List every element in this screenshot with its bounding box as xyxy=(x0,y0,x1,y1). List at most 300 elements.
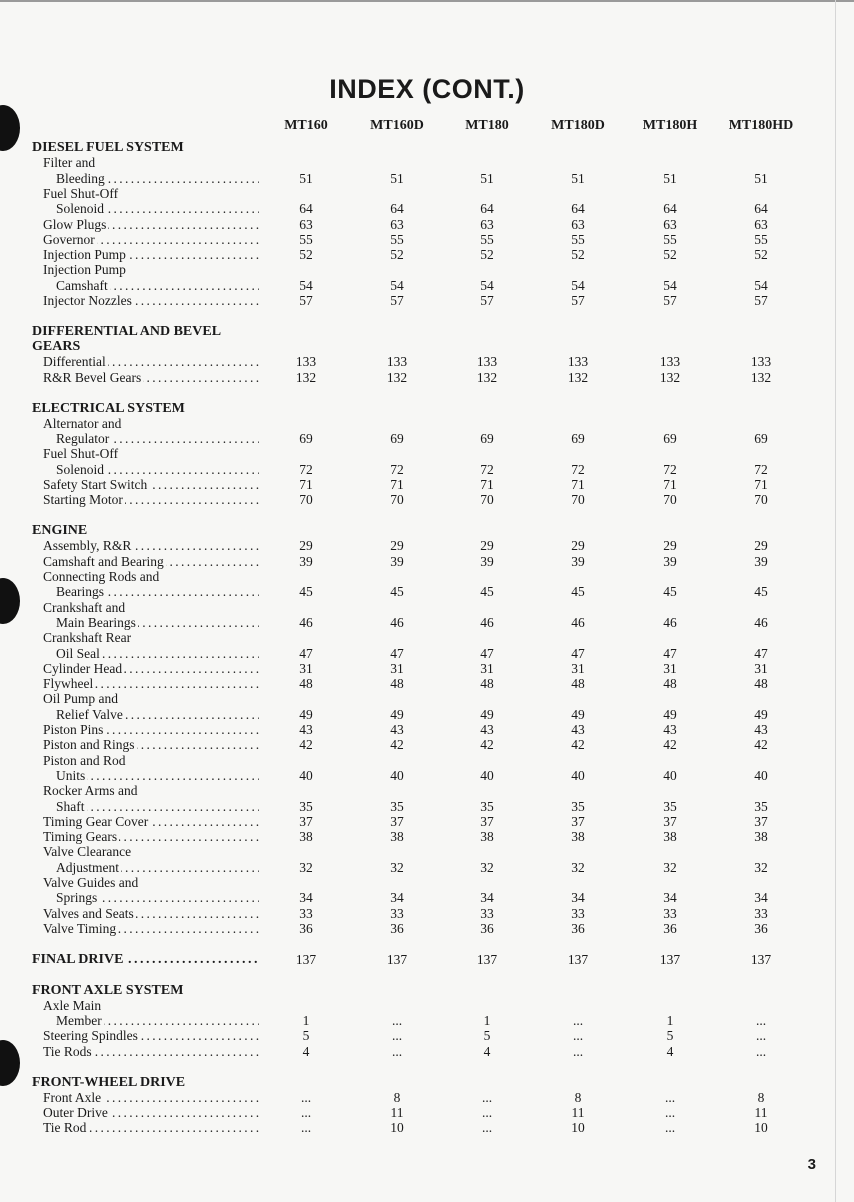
page-ref: 49 xyxy=(480,706,494,722)
page-ref: 132 xyxy=(386,369,408,385)
entry-label: Oil Seal xyxy=(56,645,100,661)
page-ref: 42 xyxy=(480,737,494,753)
index-entry xyxy=(0,737,854,752)
page-ref: 31 xyxy=(571,660,585,676)
column-header: MT180HD xyxy=(728,118,794,133)
index-entry xyxy=(0,906,854,921)
page-ref: 32 xyxy=(754,859,768,875)
page-ref: 71 xyxy=(390,477,404,492)
section-heading xyxy=(0,523,854,538)
page-ref: 69 xyxy=(663,431,677,447)
page-ref: 39 xyxy=(480,553,494,569)
page-ref: 133 xyxy=(750,354,772,370)
page-ref: 36 xyxy=(390,920,404,936)
page-ref: 48 xyxy=(571,676,585,692)
page-number: 3 xyxy=(807,1156,816,1173)
entry-label: Tie Rods xyxy=(43,1043,92,1059)
page-ref: ... xyxy=(391,1028,403,1044)
page-ref: 57 xyxy=(754,293,768,308)
page-ref: 133 xyxy=(567,354,589,370)
entry-label: Valve Timing xyxy=(43,920,117,936)
page-ref: 39 xyxy=(663,553,677,569)
page-ref: 70 xyxy=(663,492,677,508)
page-ref: 39 xyxy=(571,553,585,569)
page-ref: 49 xyxy=(571,706,585,722)
section-title: ENGINE xyxy=(32,523,88,539)
page-ref: 31 xyxy=(390,660,404,676)
page-ref: 52 xyxy=(299,247,313,263)
section-title: DIFFERENTIAL AND BEVEL xyxy=(32,323,222,339)
page-ref: ... xyxy=(300,1105,312,1121)
entry-label: Regulator xyxy=(56,431,110,447)
page-ref: 72 xyxy=(480,461,494,477)
column-header: MT160D xyxy=(370,118,424,133)
page-ref: 55 xyxy=(663,231,677,247)
entry-label: Camshaft and Bearing xyxy=(43,553,164,569)
page-ref: 37 xyxy=(299,813,313,829)
page-ref: 133 xyxy=(386,354,408,370)
entry-label: Units xyxy=(56,767,86,783)
page-ref: 133 xyxy=(476,354,498,370)
entry-label: Alternator and xyxy=(43,415,122,431)
page-ref: 35 xyxy=(571,798,585,814)
page-ref: 51 xyxy=(299,170,313,186)
column-header: MT180H xyxy=(642,118,698,133)
page-ref: 11 xyxy=(390,1105,404,1121)
page-ref: 70 xyxy=(299,492,313,508)
entry-label: Fuel Shut-Off xyxy=(43,446,119,462)
section-heading xyxy=(0,1075,854,1090)
entry-label: Valve Clearance xyxy=(43,844,132,860)
column-header: MT160 xyxy=(284,118,328,133)
page-ref: 52 xyxy=(390,247,404,263)
page-ref: 57 xyxy=(571,293,585,308)
page-ref: 52 xyxy=(480,247,494,263)
page-ref: 32 xyxy=(480,859,494,875)
page-ref: 55 xyxy=(571,231,585,247)
index-entry xyxy=(0,890,854,905)
page-ref: ... xyxy=(664,1120,676,1136)
page-ref: 69 xyxy=(480,431,494,447)
entry-label: Crankshaft and xyxy=(43,599,126,615)
page-ref: 51 xyxy=(571,170,585,186)
page-ref: 64 xyxy=(480,201,494,217)
page-ref: 54 xyxy=(390,277,404,293)
page-ref: 137 xyxy=(386,951,408,967)
entry-label: Glow Plugs xyxy=(43,216,107,232)
page-ref: 69 xyxy=(390,431,404,447)
entry-label: Adjustment xyxy=(56,859,119,875)
section-title: ELECTRICAL SYSTEM xyxy=(32,400,185,416)
page-ref: 45 xyxy=(390,584,404,600)
page-ref: ... xyxy=(391,1013,403,1029)
page-ref: ... xyxy=(755,1043,767,1059)
page-ref: 48 xyxy=(663,676,677,692)
page-ref: 37 xyxy=(571,813,585,829)
page-ref: 38 xyxy=(299,829,313,845)
page-ref: 36 xyxy=(754,920,768,936)
index-entry xyxy=(0,722,854,737)
page-ref: 31 xyxy=(299,660,313,676)
page-ref: 52 xyxy=(754,247,768,263)
page-ref: 57 xyxy=(390,293,404,308)
page-ref: 137 xyxy=(750,951,772,967)
page-ref: 33 xyxy=(480,905,494,921)
page-ref: 70 xyxy=(571,492,585,508)
page-title: INDEX (CONT.) xyxy=(329,74,525,104)
page-ref: 46 xyxy=(571,614,585,630)
page-ref: ... xyxy=(755,1013,767,1029)
page-ref: 132 xyxy=(567,369,589,385)
index-entry xyxy=(0,477,854,492)
page-ref: 40 xyxy=(390,767,404,783)
page-ref: 5 xyxy=(302,1028,310,1044)
page-ref: 137 xyxy=(659,951,681,967)
page-ref: 48 xyxy=(480,676,494,692)
index-entry xyxy=(0,186,854,201)
page-ref: 4 xyxy=(483,1043,491,1059)
page-ref: 132 xyxy=(476,369,498,385)
index-entry xyxy=(0,799,854,814)
page-ref: 49 xyxy=(663,706,677,722)
page-ref: 29 xyxy=(571,538,585,554)
page-ref: ... xyxy=(300,1089,312,1105)
page-ref: 10 xyxy=(754,1120,768,1136)
page-ref: 1 xyxy=(483,1013,491,1029)
page-ref: 42 xyxy=(663,737,677,753)
entry-label: Starting Motor xyxy=(43,492,123,508)
page-ref: 64 xyxy=(299,201,313,217)
page-ref: 38 xyxy=(390,829,404,845)
page-ref: 45 xyxy=(299,584,313,600)
index-entry xyxy=(0,1013,854,1028)
page-ref: ... xyxy=(481,1089,493,1105)
page-ref: 34 xyxy=(571,890,585,906)
index-entry xyxy=(0,155,854,170)
entry-label: Steering Spindles xyxy=(43,1028,138,1044)
page-ref: ... xyxy=(664,1105,676,1121)
page-ref: 32 xyxy=(390,859,404,875)
page-ref: 72 xyxy=(571,461,585,477)
entry-label: Flywheel xyxy=(43,676,94,692)
index-entry xyxy=(0,232,854,247)
index-entry xyxy=(0,661,854,676)
index-entry xyxy=(0,768,854,783)
page-ref: ... xyxy=(391,1043,403,1059)
index-entry xyxy=(0,646,854,661)
page-ref: 63 xyxy=(663,216,677,232)
page-ref: 40 xyxy=(299,767,313,783)
page-ref: 43 xyxy=(571,722,585,737)
index-entry xyxy=(0,201,854,216)
page-ref: ... xyxy=(481,1120,493,1136)
page-ref: 63 xyxy=(571,216,585,232)
page-ref: 43 xyxy=(480,722,494,737)
page-ref: 45 xyxy=(754,584,768,600)
entry-label: Main Bearings xyxy=(56,614,136,630)
page-ref: 33 xyxy=(663,905,677,921)
page-ref: ... xyxy=(300,1120,312,1136)
page-ref: 11 xyxy=(754,1105,768,1121)
index-entry xyxy=(0,278,854,293)
page-ref: 54 xyxy=(480,277,494,293)
page-ref: 51 xyxy=(663,170,677,186)
index-entry xyxy=(0,1120,854,1135)
index-entry xyxy=(0,630,854,645)
page-ref: 32 xyxy=(299,859,313,875)
index-entry xyxy=(0,538,854,553)
page-ref: 10 xyxy=(571,1120,585,1136)
page-ref: 71 xyxy=(480,477,494,492)
entry-label: Crankshaft Rear xyxy=(43,630,132,646)
page-ref: 51 xyxy=(754,170,768,186)
page-ref: 55 xyxy=(754,231,768,247)
page-ref: 33 xyxy=(754,905,768,921)
entry-label: Connecting Rods and xyxy=(43,569,160,584)
page-ref: 64 xyxy=(390,201,404,217)
page-ref: 51 xyxy=(390,170,404,186)
section-heading xyxy=(0,952,854,967)
page-ref: 47 xyxy=(299,645,313,661)
page-ref: 69 xyxy=(754,431,768,447)
page-ref: 47 xyxy=(390,645,404,661)
index-entry xyxy=(0,584,854,599)
section-heading xyxy=(0,983,854,998)
page-ref: 45 xyxy=(663,584,677,600)
page-ref: 43 xyxy=(754,722,768,737)
entry-label: Fuel Shut-Off xyxy=(43,185,119,201)
index-entry xyxy=(0,416,854,431)
page-ref: 35 xyxy=(480,798,494,814)
page-ref: 45 xyxy=(571,584,585,600)
page-ref: 70 xyxy=(390,492,404,508)
page-ref: 43 xyxy=(663,722,677,737)
section-heading xyxy=(0,401,854,416)
page-ref: ... xyxy=(664,1089,676,1105)
page-ref: 54 xyxy=(754,277,768,293)
index-entry xyxy=(0,247,854,262)
page-ref: 29 xyxy=(390,538,404,554)
page-ref: 36 xyxy=(299,920,313,936)
entry-label: Springs xyxy=(56,890,98,906)
page-ref: 64 xyxy=(571,201,585,217)
page-ref: 46 xyxy=(390,614,404,630)
page-ref: 137 xyxy=(567,951,589,967)
entry-label: Shaft xyxy=(56,798,85,814)
section-title: FRONT AXLE SYSTEM xyxy=(32,982,184,998)
page-ref: 55 xyxy=(480,231,494,247)
page-ref: 133 xyxy=(295,354,317,370)
page-ref: 132 xyxy=(750,369,772,385)
index-entry xyxy=(0,998,854,1013)
page-ref: 39 xyxy=(299,553,313,569)
index-entry xyxy=(0,860,854,875)
page-ref: 8 xyxy=(574,1089,582,1105)
page-ref: 4 xyxy=(302,1043,310,1059)
page-ref: 46 xyxy=(754,614,768,630)
page-ref: 52 xyxy=(571,247,585,263)
entry-label: Bleeding xyxy=(56,170,105,186)
page-ref: 133 xyxy=(659,354,681,370)
page-ref: 49 xyxy=(390,706,404,722)
page-ref: 43 xyxy=(299,722,313,737)
page-ref: 71 xyxy=(663,477,677,492)
page-ref: 36 xyxy=(480,920,494,936)
index-entry xyxy=(0,783,854,798)
page-ref: 11 xyxy=(571,1105,585,1121)
page-ref: 46 xyxy=(663,614,677,630)
page-ref: 52 xyxy=(663,247,677,263)
page-ref: 71 xyxy=(754,477,768,492)
page-ref: 34 xyxy=(299,890,313,906)
page-ref: 34 xyxy=(754,890,768,906)
page-ref: 54 xyxy=(571,277,585,293)
page-ref: 8 xyxy=(393,1089,401,1105)
page-ref: 47 xyxy=(480,645,494,661)
page-ref: 132 xyxy=(659,369,681,385)
index-entry xyxy=(0,691,854,706)
index-entry xyxy=(0,615,854,630)
page-ref: 39 xyxy=(390,553,404,569)
index-entry xyxy=(0,1044,854,1059)
section-title: FRONT-WHEEL DRIVE xyxy=(32,1074,186,1090)
index-entry xyxy=(0,875,854,890)
page-ref: 34 xyxy=(663,890,677,906)
index-entry xyxy=(0,844,854,859)
page-ref: 40 xyxy=(480,767,494,783)
entry-label: Axle Main xyxy=(43,997,102,1013)
column-header: MT180 xyxy=(465,118,509,133)
index-entry xyxy=(0,354,854,369)
page-ref: 63 xyxy=(480,216,494,232)
index-entry xyxy=(0,1105,854,1120)
page-ref: 72 xyxy=(390,461,404,477)
index-entry xyxy=(0,293,854,308)
page-ref: 137 xyxy=(295,951,317,967)
page-ref: 49 xyxy=(754,706,768,722)
page-ref: ... xyxy=(572,1043,584,1059)
entry-label: Rocker Arms and xyxy=(43,783,138,799)
index-entry xyxy=(0,1028,854,1043)
index-entry xyxy=(0,676,854,691)
page-ref: 47 xyxy=(754,645,768,661)
entry-label: Piston and Rod xyxy=(43,752,126,768)
page-ref: 70 xyxy=(480,492,494,508)
page-ref: 40 xyxy=(754,767,768,783)
page-ref: 31 xyxy=(663,660,677,676)
section-heading xyxy=(0,324,854,339)
index-entry xyxy=(0,814,854,829)
index-entry xyxy=(0,217,854,232)
index-entry xyxy=(0,446,854,461)
entry-label: Camshaft xyxy=(56,277,108,293)
page-ref: 48 xyxy=(299,676,313,692)
page-ref: ... xyxy=(755,1028,767,1044)
page-ref: 37 xyxy=(390,813,404,829)
entry-label: Injector Nozzles xyxy=(43,293,132,308)
index-entry xyxy=(0,1090,854,1105)
page-ref: 69 xyxy=(571,431,585,447)
entry-label: Piston and Rings xyxy=(43,737,135,753)
page-ref: 29 xyxy=(480,538,494,554)
page-ref: 48 xyxy=(390,676,404,692)
entry-label: Solenoid xyxy=(56,201,105,217)
page-ref: ... xyxy=(481,1105,493,1121)
entry-label: Valves and Seats xyxy=(43,905,134,921)
entry-label: Filter and xyxy=(43,155,96,171)
page-ref: 63 xyxy=(754,216,768,232)
page-ref: 31 xyxy=(480,660,494,676)
page-edge xyxy=(0,0,854,2)
entry-label: Timing Gears xyxy=(43,829,118,845)
index-entry xyxy=(0,370,854,385)
page-ref: 47 xyxy=(571,645,585,661)
page-ref: 5 xyxy=(483,1028,491,1044)
page-ref: 39 xyxy=(754,553,768,569)
page-ref: 46 xyxy=(299,614,313,630)
page-ref: 57 xyxy=(663,293,677,308)
page-ref: ... xyxy=(572,1013,584,1029)
page-ref: 71 xyxy=(571,477,585,492)
page-ref: 57 xyxy=(299,293,313,308)
page-ref: 38 xyxy=(754,829,768,845)
page-ref: 37 xyxy=(663,813,677,829)
section-title: FINAL DRIVE xyxy=(32,951,124,967)
section-heading xyxy=(0,339,854,354)
index-entry xyxy=(0,600,854,615)
page-ref: 42 xyxy=(571,737,585,753)
page-ref: 32 xyxy=(663,859,677,875)
index-entry xyxy=(0,462,854,477)
page-ref: 35 xyxy=(390,798,404,814)
entry-label: Solenoid xyxy=(56,461,105,477)
entry-label: Injection Pump xyxy=(43,247,126,263)
page-ref: 42 xyxy=(390,737,404,753)
page-ref: 70 xyxy=(754,492,768,508)
page-ref: 37 xyxy=(480,813,494,829)
page-ref: 29 xyxy=(299,538,313,554)
page-ref: 32 xyxy=(571,859,585,875)
page-ref: 38 xyxy=(663,829,677,845)
page-ref: 64 xyxy=(663,201,677,217)
index-entry xyxy=(0,829,854,844)
page-ref: 35 xyxy=(754,798,768,814)
page-ref: 46 xyxy=(480,614,494,630)
entry-label: Relief Valve xyxy=(56,706,123,722)
page-ref: 4 xyxy=(666,1043,674,1059)
entry-label: Outer Drive xyxy=(43,1105,108,1121)
page-ref: 38 xyxy=(571,829,585,845)
page-ref: 36 xyxy=(663,920,677,936)
entry-label: Valve Guides and xyxy=(43,875,139,890)
page-ref: 54 xyxy=(663,277,677,293)
page-ref: 55 xyxy=(390,231,404,247)
page-ref: 57 xyxy=(480,293,494,308)
page-ref: 31 xyxy=(754,660,768,676)
section-title: DIESEL FUEL SYSTEM xyxy=(32,140,184,155)
page-ref: 29 xyxy=(754,538,768,554)
index-entry xyxy=(0,569,854,584)
page-ref: 1 xyxy=(666,1013,674,1029)
page-ref: 49 xyxy=(299,706,313,722)
page-ref: ... xyxy=(572,1028,584,1044)
page-ref: 72 xyxy=(663,461,677,477)
page-ref: 8 xyxy=(757,1089,765,1105)
page-ref: 38 xyxy=(480,829,494,845)
page-ref: 137 xyxy=(476,951,498,967)
page-ref: 35 xyxy=(299,798,313,814)
section-heading xyxy=(0,140,854,155)
